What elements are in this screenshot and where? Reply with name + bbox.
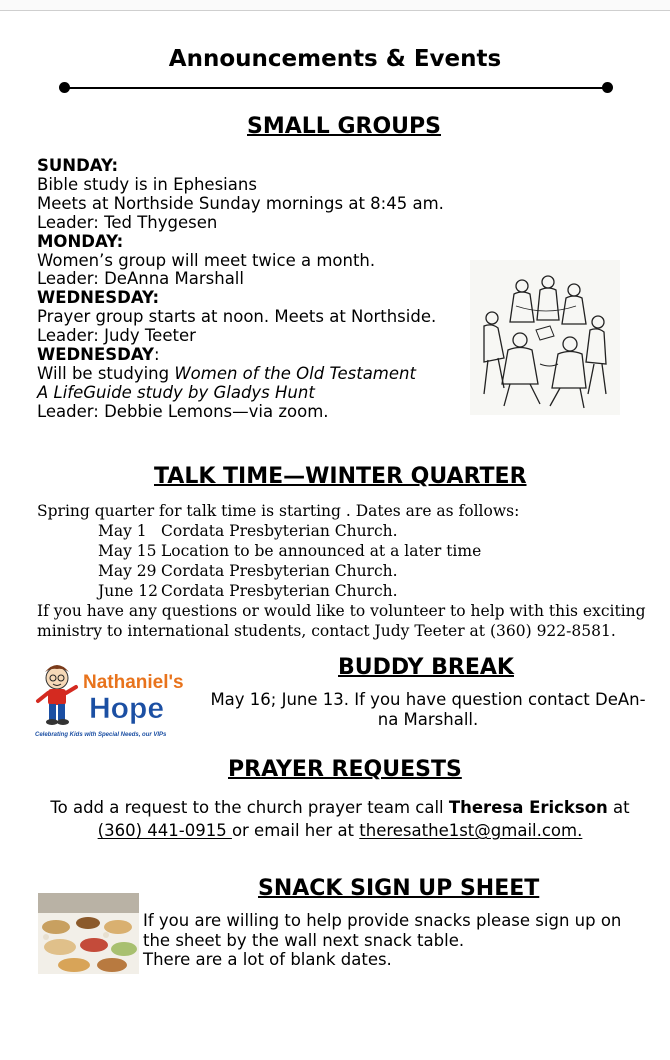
schedule-date: May 1 bbox=[98, 522, 147, 540]
prayer-requests-heading: PRAYER REQUESTS bbox=[228, 757, 462, 782]
wednesday2-colon: : bbox=[153, 345, 160, 365]
prayer-phone-link[interactable]: (360) 441-0915 bbox=[97, 821, 232, 840]
buddy-line1: May 16; June 13. If you have question contact DeAn- bbox=[210, 690, 646, 709]
schedule-location: Cordata Presbyterian Church. bbox=[161, 582, 398, 600]
talk-contact-line1: If you have any questions or would like to volunteer to help with this exciting bbox=[37, 602, 646, 620]
prayer-text-prefix: To add a request to the church prayer team call bbox=[50, 798, 449, 817]
wednesday2-subtitle: A LifeGuide study by Gladys Hunt bbox=[37, 382, 315, 402]
wednesday1-label: WEDNESDAY: bbox=[37, 288, 160, 308]
schedule-row bbox=[37, 521, 657, 541]
title-rule bbox=[64, 87, 608, 89]
monday-leader: Leader: DeAnna Marshall bbox=[37, 269, 244, 289]
sunday-label: SUNDAY: bbox=[37, 156, 119, 175]
snack-line2: the sheet by the wall next snack table. bbox=[143, 930, 465, 950]
prayer-email-link[interactable]: theresathe1st@gmail.com. bbox=[359, 821, 583, 840]
monday-label: MONDAY: bbox=[37, 231, 124, 251]
wednesday2-line1 bbox=[37, 365, 477, 384]
snack-line1: If you are willing to help provide snacks please sign up on bbox=[143, 911, 622, 930]
wednesday2-prefix: Will be studying bbox=[37, 363, 175, 383]
wednesday1-leader: Leader: Judy Teeter bbox=[37, 326, 196, 346]
talk-contact-line2: ministry to international students, contact Judy Teeter at (360) 922-8581. bbox=[37, 622, 616, 640]
buddy-line2: na Marshall. bbox=[377, 710, 479, 729]
wednesday2-leader: Leader: Debbie Lemons—via zoom. bbox=[37, 401, 329, 421]
wednesday1-line1: Prayer group starts at noon. Meets at Northside. bbox=[37, 307, 437, 327]
talk-time-heading: TALK TIME—WINTER QUARTER bbox=[154, 464, 527, 489]
wednesday2-label-row bbox=[37, 346, 477, 365]
rule-right-dot bbox=[602, 82, 613, 93]
wednesday2-label: WEDNESDAY bbox=[37, 345, 154, 365]
schedule-location: Cordata Presbyterian Church. bbox=[161, 522, 398, 540]
schedule-location: Location to be announced at a later time bbox=[161, 542, 482, 560]
prayer-contact-name: Theresa Erickson bbox=[448, 798, 608, 817]
top-border bbox=[0, 0, 670, 11]
prayer-email-prefix: or email her at bbox=[231, 821, 360, 840]
nathaniels-hope-logo bbox=[33, 656, 193, 740]
talk-time-intro: Spring quarter for talk time is starting . Dates are as follows: bbox=[37, 502, 520, 520]
snack-heading: SNACK SIGN UP SHEET bbox=[258, 876, 540, 901]
schedule-date: May 15 bbox=[98, 542, 157, 560]
schedule-location: Cordata Presbyterian Church. bbox=[161, 562, 398, 580]
small-groups-list bbox=[37, 157, 477, 422]
schedule-row bbox=[37, 581, 657, 601]
sunday-line1: Bible study is in Ephesians bbox=[37, 174, 257, 194]
snack-table-photo bbox=[38, 893, 139, 974]
logo-name-top: Nathaniel's bbox=[83, 672, 184, 693]
sunday-leader: Leader: Ted Thygesen bbox=[37, 212, 218, 232]
schedule-row bbox=[37, 541, 657, 561]
snack-line3: There are a lot of blank dates. bbox=[143, 950, 392, 969]
buddy-break-text bbox=[198, 690, 658, 730]
monday-line1: Women’s group will meet twice a month. bbox=[37, 250, 376, 270]
wednesday2-line2 bbox=[37, 384, 477, 403]
prayer-text-at: at bbox=[607, 798, 630, 817]
talk-time-body bbox=[37, 501, 657, 641]
logo-name-bottom: Hope bbox=[89, 692, 164, 725]
schedule-date: June 12 bbox=[98, 582, 159, 600]
sunday-line2: Meets at Northside Sunday mornings at 8:45 am. bbox=[37, 193, 444, 213]
schedule-row bbox=[37, 561, 657, 581]
logo-tagline: Celebrating Kids with Special Needs, our VIPs bbox=[35, 732, 167, 738]
page-title: Announcements & Events bbox=[168, 46, 502, 72]
buddy-break-heading: BUDDY BREAK bbox=[338, 655, 514, 680]
prayer-requests-text bbox=[30, 796, 650, 842]
wednesday2-book-title: Women of the Old Testament bbox=[174, 363, 416, 383]
snack-text bbox=[143, 911, 653, 970]
small-groups-heading: SMALL GROUPS bbox=[247, 114, 441, 139]
group-sketch-image bbox=[470, 260, 620, 415]
schedule-date: May 29 bbox=[98, 562, 157, 580]
